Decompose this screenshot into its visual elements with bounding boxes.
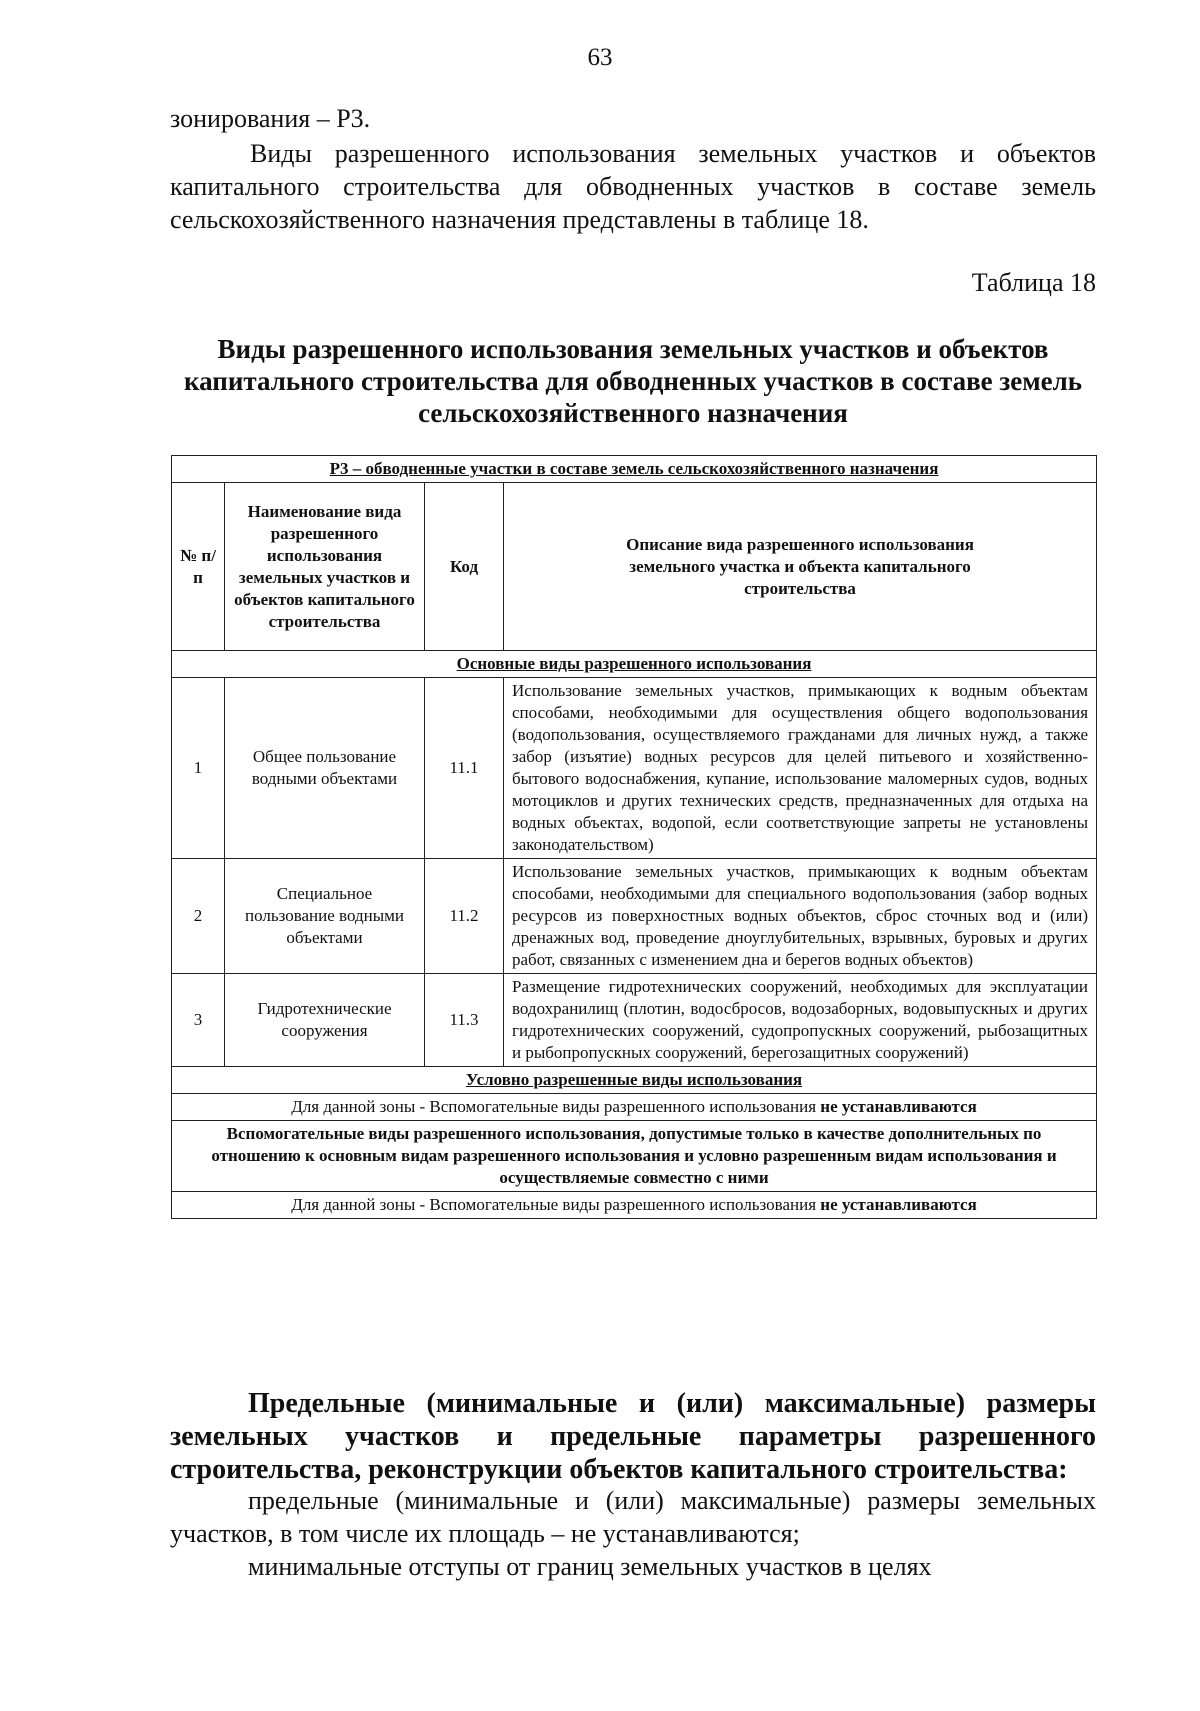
- limits-heading: Предельные (минимальные и (или) максимальные) размеры земельных участков и предельные параметры разрешенного строительства, реконструкции объектов капитального строительства:: [170, 1388, 1096, 1485]
- note-suffix: не устанавливаются: [820, 1195, 977, 1214]
- header-description: Описание вида разрешенного использования земельного участка и объекта капитального строительства: [504, 483, 1097, 651]
- main-section-label: Основные виды разрешенного использования: [172, 651, 1097, 678]
- header-num: № п/п: [172, 483, 225, 651]
- intro-first-line: зонирования – Р3.: [170, 104, 371, 133]
- row-code: 11.1: [425, 678, 504, 859]
- row-description: Использование земельных участков, примыкающих к водным объектам способами, необходимыми для осуществления общего водопользования (водопользования, осуществляемого гражданами для личных нужд, а также забор (изъятие) водных ресурсов для целей питьевого и хозяйственно-бытового водоснабжения, купание, использование маломерных судов, водных мотоциклов и других технических средств, предназначенных для отдыха на водных объектах, водопой, если соответствующие запреты не установлены законодательством): [504, 678, 1097, 859]
- conditional-section-label: Условно разрешенные виды использования: [172, 1067, 1097, 1094]
- aux-section-label: Вспомогательные виды разрешенного использования, допустимые только в качестве дополнительных по отношению к основным видам разрешенного использования и условно разрешенным видам использования и осуществляемые совместно с ними: [172, 1121, 1097, 1192]
- row-num: 2: [172, 859, 225, 974]
- header-row: [172, 483, 1097, 651]
- intro-paragraph: Виды разрешенного использования земельных участков и объектов капитального строительства для обводненных участков в составе земель сельскохозяйственного назначения представлены в таблице 18.: [170, 139, 1096, 234]
- row-name: Общее пользование водными объектами: [225, 678, 425, 859]
- row-name: Специальное пользование водными объектами: [225, 859, 425, 974]
- table-caption: Таблица 18: [971, 268, 1096, 297]
- zone-title: Р3 – обводненные участки в составе земель сельскохозяйственного назначения: [172, 456, 1097, 483]
- table-heading: Виды разрешенного использования земельных участков и объектов капитального строительства для обводненных участков в составе земель сельскохозяйственного назначения: [183, 334, 1083, 428]
- permitted-use-table: [171, 455, 1097, 1219]
- aux-note: [172, 1192, 1097, 1219]
- row-num: 1: [172, 678, 225, 859]
- row-description: Размещение гидротехнических сооружений, необходимых для эксплуатации водохранилищ (плотин, водосбросов, водозаборных, водовыпускных и других гидротехнических сооружений, судопропускных сооружений, рыбозащитных и рыбопропускных сооружений, берегозащитных сооружений): [504, 974, 1097, 1067]
- note-prefix: Для данной зоны - Вспомогательные виды разрешенного использования: [291, 1195, 821, 1214]
- note-suffix: не устанавливаются: [820, 1097, 977, 1116]
- row-code: 11.2: [425, 859, 504, 974]
- limits-paragraph-2: минимальные отступы от границ земельных участков в целях: [248, 1552, 932, 1581]
- row-description: Использование земельных участков, примыкающих к водным объектам способами, необходимыми для специального водопользования (забор водных ресурсов из поверхностных водных объектов, сброс сточных вод и (или) дренажных вод, проведение дноуглубительных, взрывных, буровых и других работ, связанных с изменением дна и берегов водных объектов): [504, 859, 1097, 974]
- note-row: [172, 1094, 1097, 1121]
- zone-title-row: [172, 456, 1097, 483]
- conditional-note: [172, 1094, 1097, 1121]
- header-name: Наименование вида разрешенного использования земельных участков и объектов капитального строительства: [225, 483, 425, 651]
- row-code: 11.3: [425, 974, 504, 1067]
- header-code: Код: [425, 483, 504, 651]
- aux-section-row: [172, 1121, 1097, 1192]
- limits-paragraph-1: предельные (минимальные и (или) максимальные) размеры земельных участков, в том числе их площадь – не устанавливаются;: [170, 1486, 1096, 1548]
- main-section-row: [172, 651, 1097, 678]
- row-num: 3: [172, 974, 225, 1067]
- conditional-section-row: [172, 1067, 1097, 1094]
- note-row: [172, 1192, 1097, 1219]
- table-row: [172, 859, 1097, 974]
- table-row: [172, 678, 1097, 859]
- note-prefix: Для данной зоны - Вспомогательные виды разрешенного использования: [291, 1097, 821, 1116]
- page-number: 63: [587, 44, 613, 71]
- table-row: [172, 974, 1097, 1067]
- row-name: Гидротехнические сооружения: [225, 974, 425, 1067]
